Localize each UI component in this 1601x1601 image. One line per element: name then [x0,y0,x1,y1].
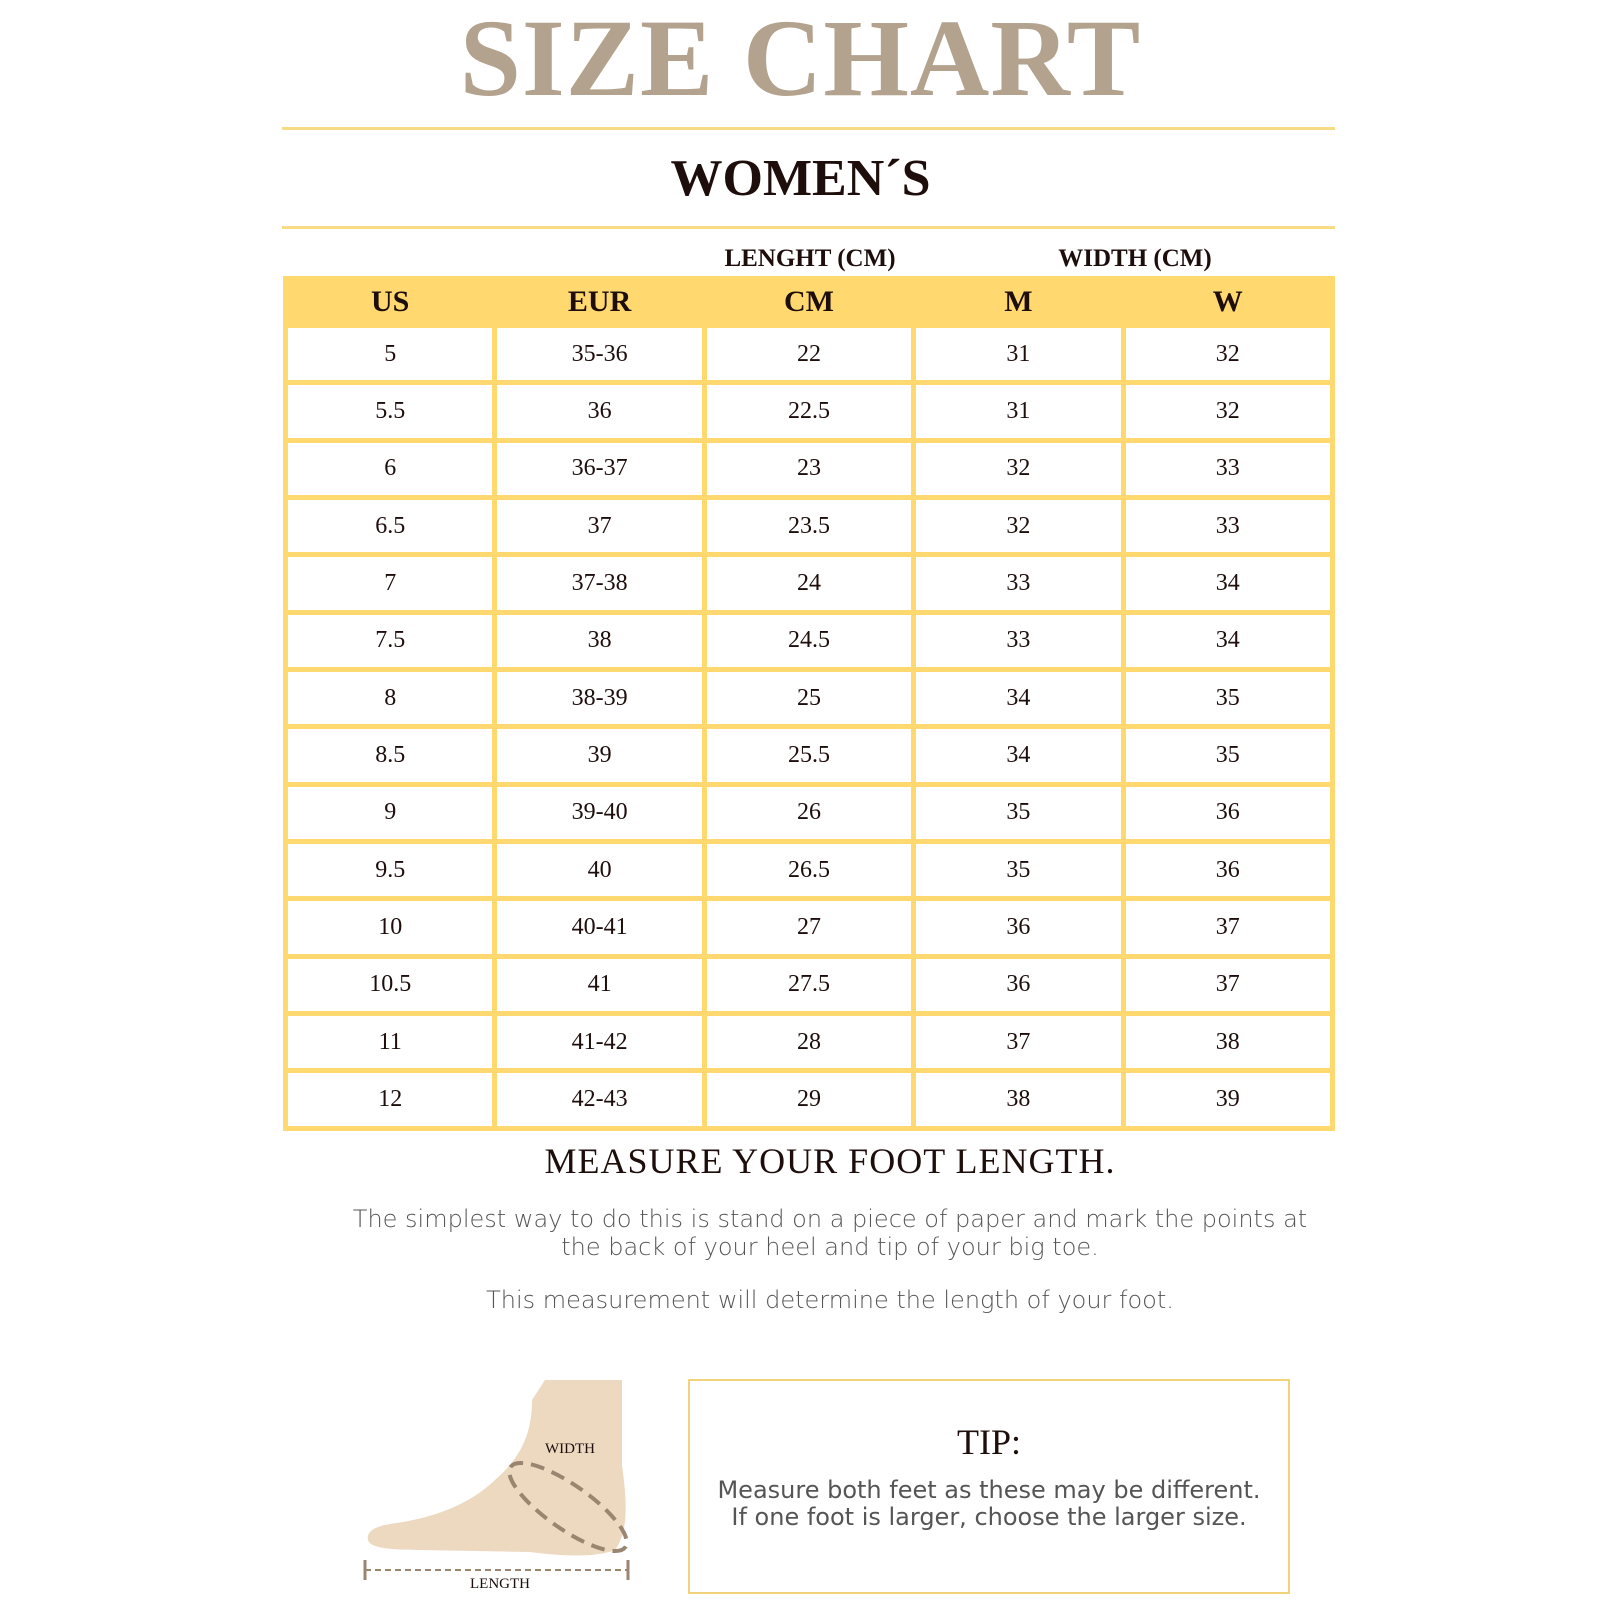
cell-w: 37 [1123,956,1332,1013]
cell-w: 38 [1123,1014,1332,1071]
table-row [286,784,1333,841]
cell-w: 39 [1123,1071,1332,1129]
table-row [286,1071,1333,1129]
cell-eur: 36 [495,383,704,440]
cell-us: 6 [286,440,495,497]
cell-us: 6.5 [286,498,495,555]
table-row [286,1014,1333,1071]
cell-eur: 37 [495,498,704,555]
cell-cm: 24 [704,555,913,612]
cell-cm: 22.5 [704,383,913,440]
cell-us: 12 [286,1071,495,1129]
cell-eur: 41-42 [495,1014,704,1071]
header-m: M [914,279,1123,326]
cell-m: 38 [914,1071,1123,1129]
cell-cm: 23.5 [704,498,913,555]
table-row [286,899,1333,956]
table-body [286,326,1333,1129]
cell-eur: 38 [495,612,704,669]
cell-m: 31 [914,326,1123,383]
cell-m: 33 [914,612,1123,669]
header-eur: EUR [495,279,704,326]
cell-m: 34 [914,670,1123,727]
table-row [286,956,1333,1013]
measure-instructions: The simplest way to do this is stand on a piece of paper and mark the points at the back of your heel and tip of your big toe. [352,1205,1308,1261]
cell-m: 36 [914,956,1123,1013]
cell-w: 34 [1123,612,1332,669]
tip-line-2: If one foot is larger, choose the larger size. [731,1503,1247,1531]
table-row [286,326,1333,383]
cell-eur: 37-38 [495,555,704,612]
cell-m: 33 [914,555,1123,612]
length-group-label: LENGHT (CM) [724,245,896,272]
width-label: WIDTH [545,1441,595,1457]
divider-bottom [282,226,1335,229]
tip-box [688,1379,1290,1594]
cell-w: 35 [1123,670,1332,727]
cell-eur: 41 [495,956,704,1013]
cell-us: 8 [286,670,495,727]
foot-illustration [360,1380,650,1590]
divider-top [282,127,1335,130]
tip-text [690,1477,1288,1531]
cell-w: 33 [1123,498,1332,555]
cell-eur: 40-41 [495,899,704,956]
cell-cm: 22 [704,326,913,383]
width-group-label: WIDTH (CM) [1058,245,1212,272]
table-header-row [286,279,1333,326]
header-cm: CM [704,279,913,326]
cell-cm: 25.5 [704,727,913,784]
cell-w: 36 [1123,784,1332,841]
measure-title: MEASURE YOUR FOOT LENGTH. [544,1141,1116,1181]
table-row [286,670,1333,727]
cell-w: 32 [1123,383,1332,440]
cell-cm: 25 [704,670,913,727]
cell-w: 35 [1123,727,1332,784]
cell-us: 7.5 [286,612,495,669]
cell-cm: 26.5 [704,842,913,899]
tip-line-1: Measure both feet as these may be different. [717,1476,1261,1504]
tip-title: TIP: [956,1422,1021,1462]
cell-cm: 29 [704,1071,913,1129]
header-w: W [1123,279,1332,326]
length-label: LENGTH [470,1576,530,1590]
cell-m: 32 [914,440,1123,497]
cell-w: 36 [1123,842,1332,899]
table-row [286,842,1333,899]
cell-us: 11 [286,1014,495,1071]
cell-m: 34 [914,727,1123,784]
table-row [286,440,1333,497]
table-row [286,612,1333,669]
cell-w: 34 [1123,555,1332,612]
cell-us: 5 [286,326,495,383]
cell-us: 10 [286,899,495,956]
measure-note: This measurement will determine the length of your foot. [486,1286,1174,1314]
cell-w: 32 [1123,326,1332,383]
cell-m: 37 [914,1014,1123,1071]
cell-eur: 39 [495,727,704,784]
cell-m: 36 [914,899,1123,956]
cell-w: 37 [1123,899,1332,956]
page-title: SIZE CHART [459,0,1142,119]
cell-cm: 28 [704,1014,913,1071]
cell-eur: 39-40 [495,784,704,841]
cell-cm: 27 [704,899,913,956]
table-row [286,555,1333,612]
table-row [286,498,1333,555]
cell-eur: 38-39 [495,670,704,727]
cell-us: 5.5 [286,383,495,440]
cell-m: 35 [914,784,1123,841]
cell-m: 31 [914,383,1123,440]
cell-us: 10.5 [286,956,495,1013]
cell-cm: 23 [704,440,913,497]
cell-us: 8.5 [286,727,495,784]
cell-m: 35 [914,842,1123,899]
cell-cm: 26 [704,784,913,841]
cell-eur: 42-43 [495,1071,704,1129]
table-row [286,383,1333,440]
cell-us: 9 [286,784,495,841]
cell-cm: 24.5 [704,612,913,669]
header-us: US [286,279,495,326]
cell-m: 32 [914,498,1123,555]
cell-us: 9.5 [286,842,495,899]
cell-eur: 36-37 [495,440,704,497]
cell-eur: 35-36 [495,326,704,383]
cell-eur: 40 [495,842,704,899]
size-table [283,276,1335,1131]
section-title: WOMEN´S [670,150,931,207]
foot-shape [368,1380,626,1556]
cell-w: 33 [1123,440,1332,497]
table-row [286,727,1333,784]
cell-us: 7 [286,555,495,612]
cell-cm: 27.5 [704,956,913,1013]
